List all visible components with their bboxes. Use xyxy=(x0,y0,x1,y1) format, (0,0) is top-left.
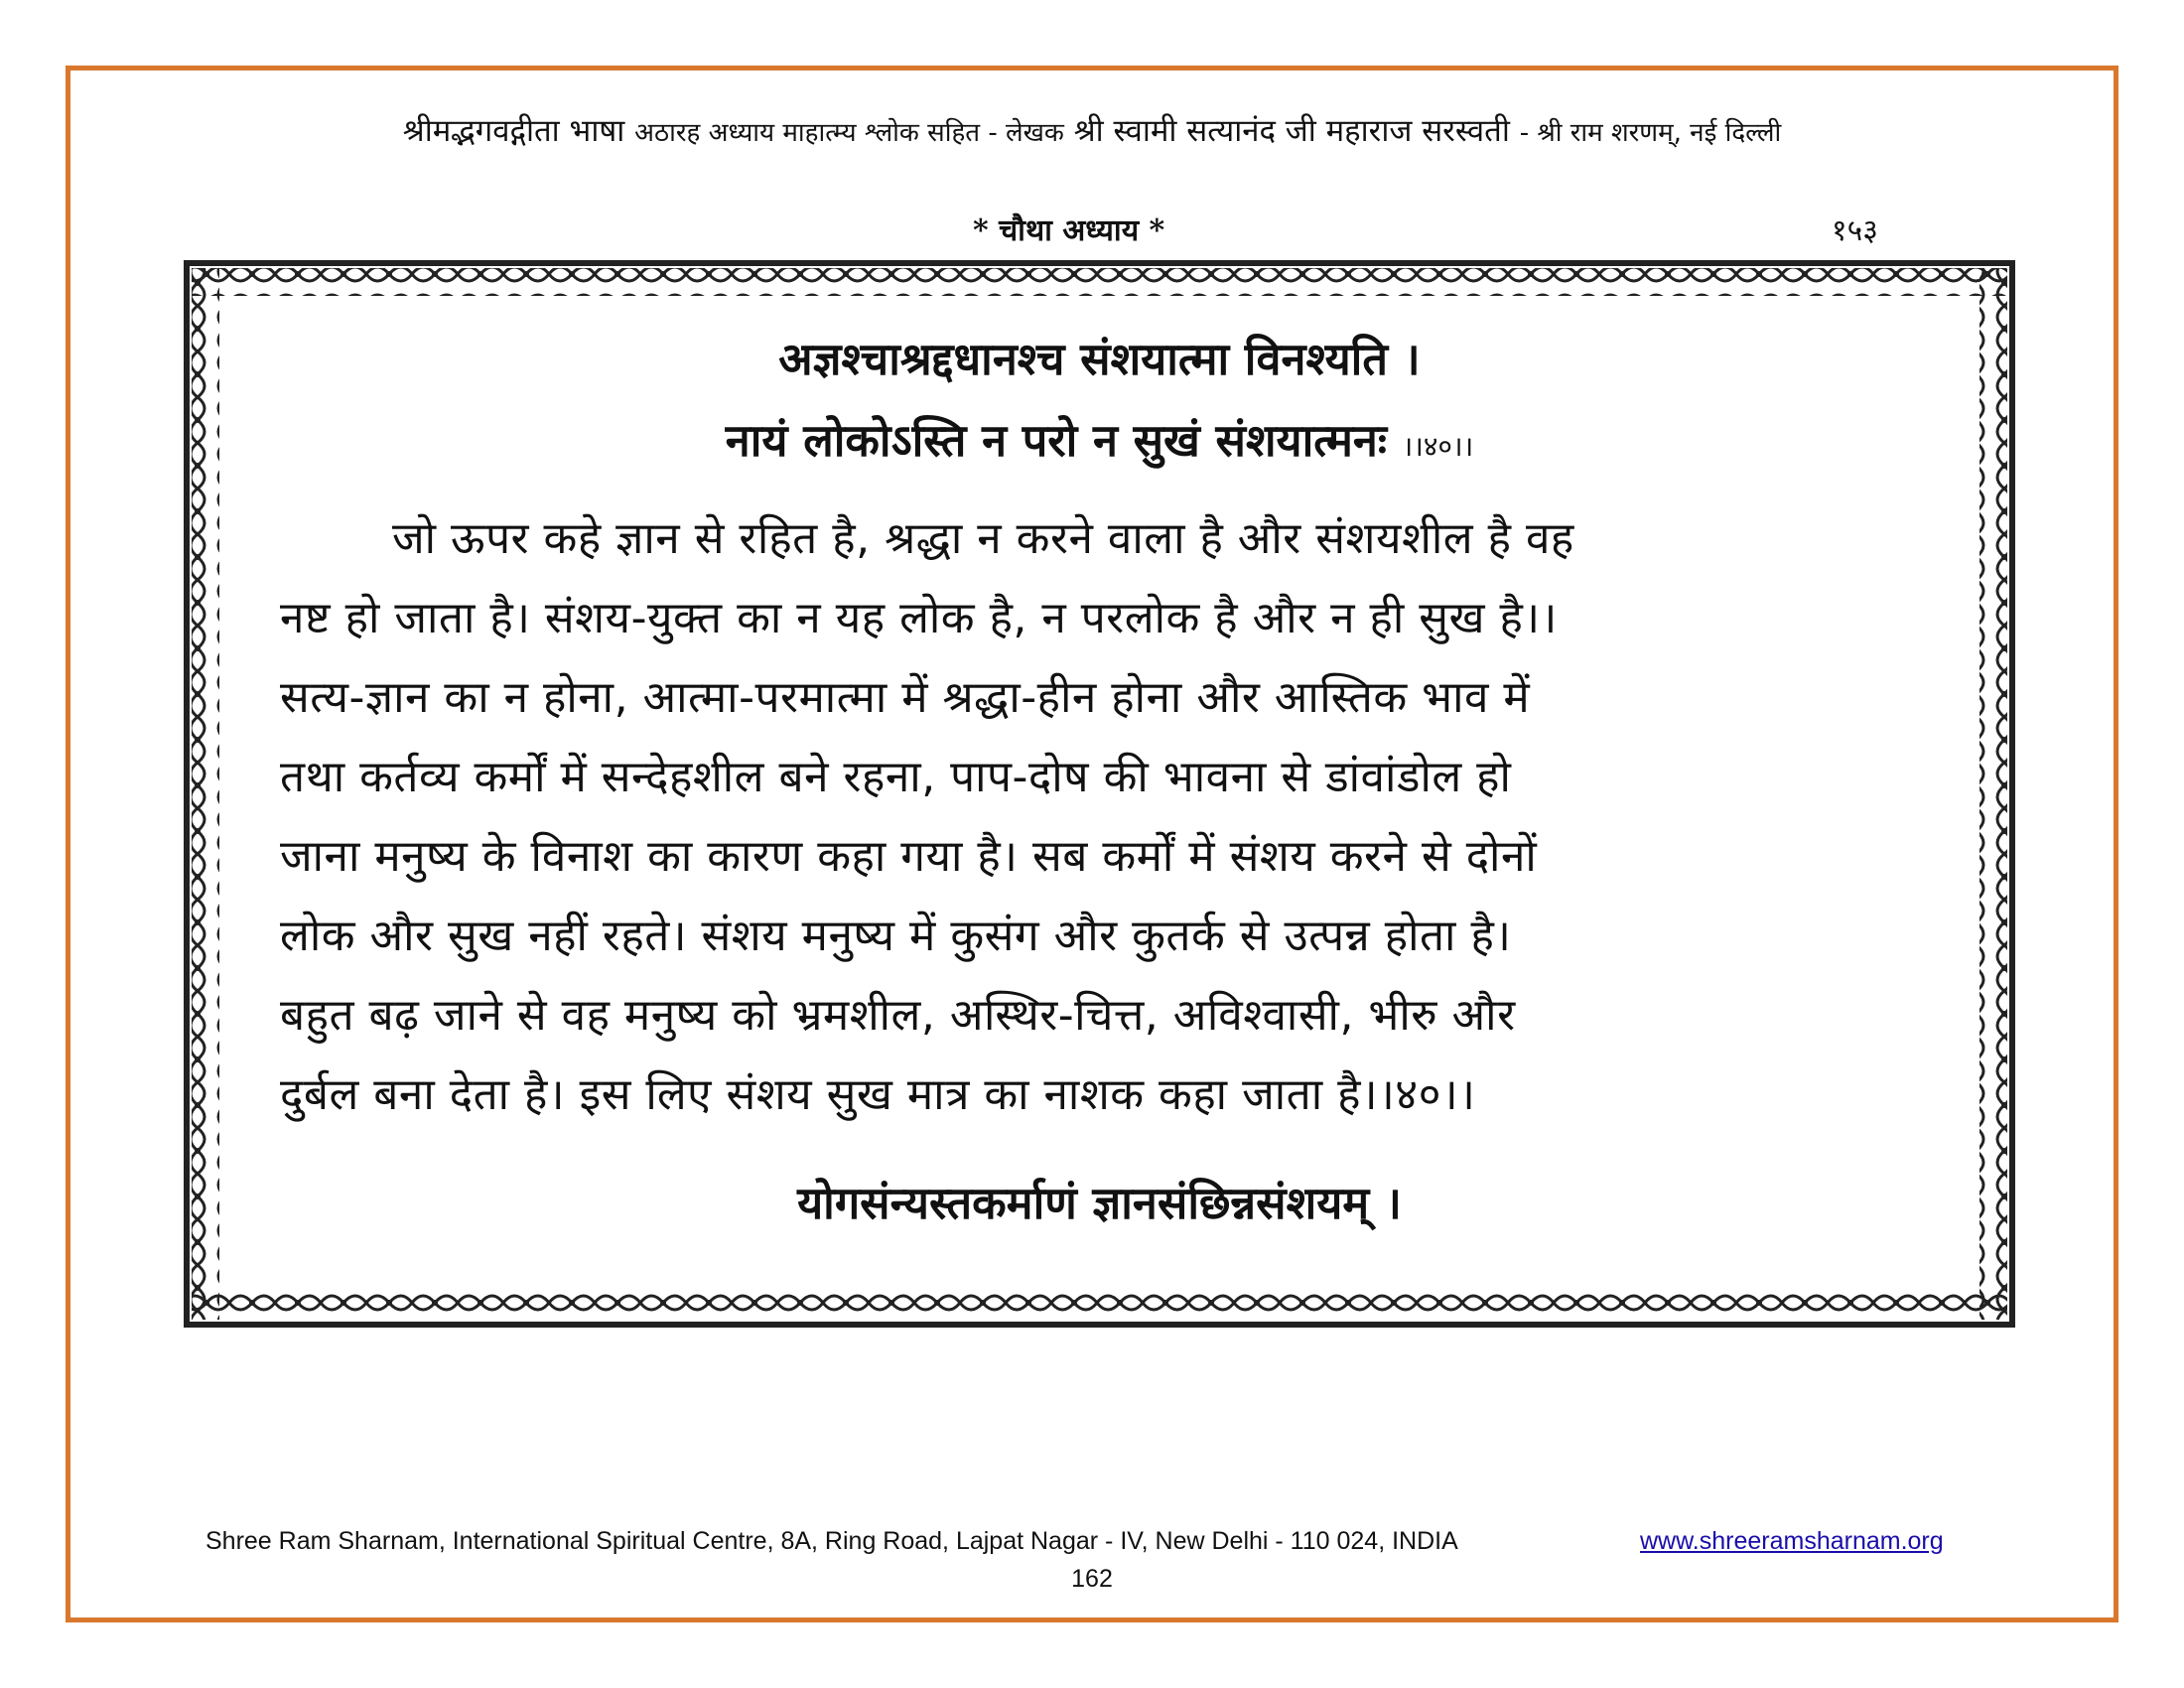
website-link[interactable]: www.shreeramsharnam.org xyxy=(1640,1527,1944,1555)
footer-address: Shree Ram Sharnam, International Spiritual Centre, 8A, Ring Road, Lajpat Nagar - IV, New Delhi - 110 024, INDIA xyxy=(205,1527,1458,1555)
header-author: श्री स्वामी सत्यानंद जी महाराज सरस्वती xyxy=(1073,113,1510,149)
paragraph-line: तथा कर्तव्य कर्मों में सन्देहशील बने रहना, पाप-दोष की भावना से डांवांडोल हो xyxy=(280,752,1512,802)
verse-line-2-text: नायं लोकोऽस्ति न परो न सुखं संशयात्मनः xyxy=(725,414,1387,467)
paragraph-line: नष्ट हो जाता है। संशय-युक्त का न यह लोक है, न परलोक है और न ही सुख है।। xyxy=(280,593,1558,643)
verse-line-1: अज्ञश्चाश्रद्दधानश्च संशयात्मा विनश्यति । xyxy=(778,333,1421,385)
chapter-heading: * चौथा अध्याय * xyxy=(973,213,1165,248)
paragraph-line: लोक और सुख नहीं रहते। संशय मनुष्य में कुसंग और कुतर्क से उत्पन्न होता है। xyxy=(280,911,1512,961)
header-title-main: श्रीमद्भगवद्गीता भाषा xyxy=(402,113,625,149)
verse-number: ।।४०।। xyxy=(1402,430,1474,463)
paragraph-line: जो ऊपर कहे ज्ञान से रहित है, श्रद्धा न करने वाला है और संशयशील है वह xyxy=(392,513,1574,564)
paragraph-line: सत्य-ज्ञान का न होना, आत्मा-परमात्मा में श्रद्धा-हीन होना और आस्तिक भाव में xyxy=(280,672,1531,723)
footer-page-number: 162 xyxy=(1071,1565,1113,1593)
paragraph-line: जाना मनुष्य के विनाश का कारण कहा गया है। सब कर्मों में संशय करने से दोनों xyxy=(280,831,1538,882)
scanned-page-number: १५३ xyxy=(1832,213,1878,248)
header-title-subtitle: अठारह अध्याय माहात्म्य श्लोक सहित - लेखक xyxy=(634,118,1064,148)
header-publisher: - श्री राम शरणम्, नई दिल्ली xyxy=(1519,118,1782,148)
document-header xyxy=(0,109,2184,151)
paragraph-line: दुर्बल बना देता है। इस लिए संशय सुख मात्र का नाशक कहा जाता है।।४०।। xyxy=(280,1069,1476,1120)
verse-line-2 xyxy=(184,409,2015,470)
next-verse-line: योगसंन्यस्तकर्माणं ज्ञानसंछिन्नसंशयम् । xyxy=(797,1177,1402,1229)
paragraph-line: बहुत बढ़ जाने से वह मनुष्य को भ्रमशील, अस्थिर-चित्त, अविश्वासी, भीरु और xyxy=(280,990,1516,1041)
